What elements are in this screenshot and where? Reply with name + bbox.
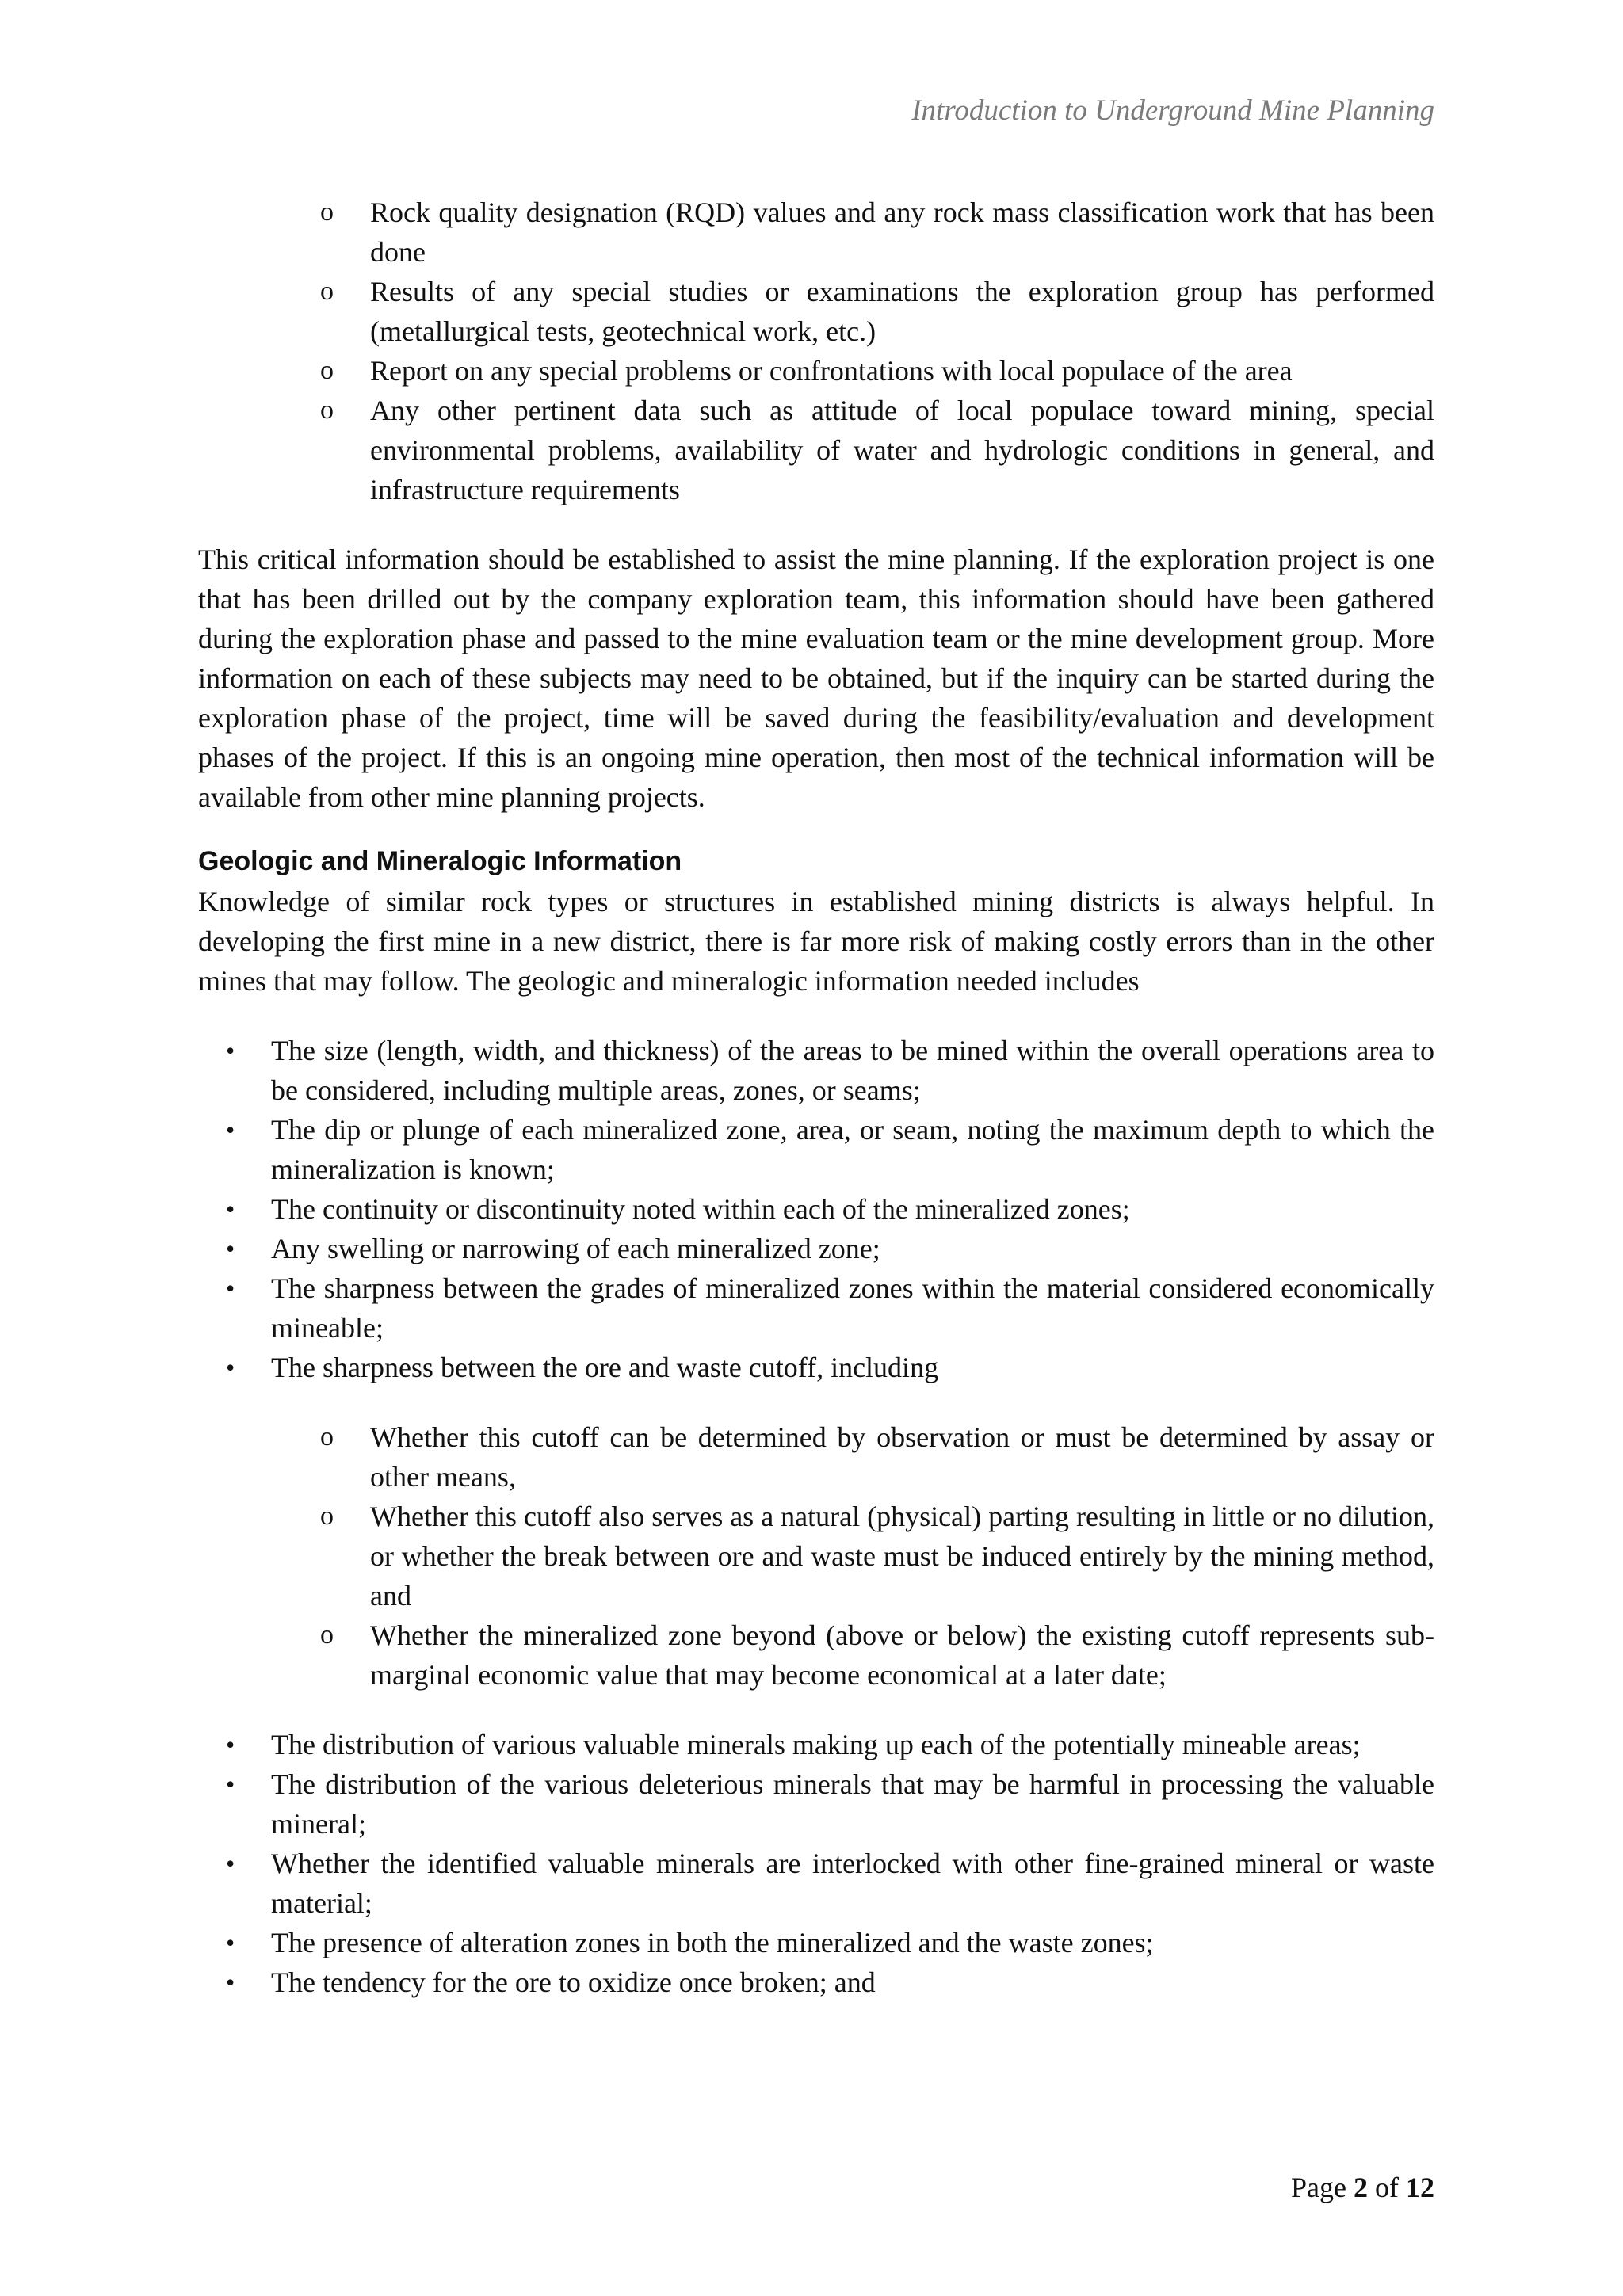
bullet-icon: • bbox=[226, 1968, 235, 1997]
bullet-icon: • bbox=[226, 1274, 235, 1302]
list-item-text: The size (length, width, and thickness) of the areas to be mined within the overall operations area to be considered, including multiple areas, zones, or seams; bbox=[271, 1035, 1434, 1106]
cutoff-sublist bbox=[198, 1417, 1434, 1695]
list-item bbox=[226, 1844, 1434, 1923]
running-header: Introduction to Underground Mine Planning bbox=[911, 94, 1434, 127]
list-item bbox=[226, 1962, 1434, 2002]
bullet-icon: • bbox=[226, 1353, 235, 1382]
footer-page-number: 2 bbox=[1354, 2172, 1368, 2203]
bullet-icon: • bbox=[226, 1770, 235, 1798]
top-sublist bbox=[198, 193, 1434, 509]
list-item bbox=[226, 1110, 1434, 1189]
bullet-icon: • bbox=[226, 1849, 235, 1878]
geologic-bullet-list bbox=[198, 1031, 1434, 1387]
circle-bullet-icon: o bbox=[320, 1422, 334, 1451]
list-item bbox=[226, 1031, 1434, 1110]
list-item bbox=[226, 1725, 1434, 1764]
list-item bbox=[226, 1764, 1434, 1844]
list-item bbox=[320, 272, 1434, 351]
list-item-text: Report on any special problems or confrontations with local populace of the area bbox=[370, 355, 1293, 387]
circle-bullet-icon: o bbox=[320, 356, 334, 385]
list-item-text: The dip or plunge of each mineralized zone, area, or seam, noting the maximum depth to which the mineralization is known; bbox=[271, 1114, 1434, 1185]
section-paragraph: Knowledge of similar rock types or structures in established mining districts is always helpful. In developing the first mine in a new district, there is far more risk of making costly errors than in the other mines that may follow. The geologic and mineralogic information needed includes bbox=[198, 886, 1434, 997]
list-item bbox=[320, 1417, 1434, 1497]
circle-bullet-icon: o bbox=[320, 1620, 334, 1650]
bullet-icon: • bbox=[226, 1116, 235, 1144]
list-item-text: The sharpness between the ore and waste cutoff, including bbox=[271, 1352, 939, 1383]
list-item bbox=[226, 1229, 1434, 1268]
list-item-text: Whether this cutoff also serves as a natural (physical) parting resulting in little or no dilution, or whether the break between ore and waste must be induced entirely by the mining method, and bbox=[370, 1501, 1435, 1611]
list-item-text: The presence of alteration zones in both the mineralized and the waste zones; bbox=[271, 1927, 1154, 1958]
list-item bbox=[226, 1189, 1434, 1229]
circle-bullet-icon: o bbox=[320, 197, 334, 227]
footer-of-word: of bbox=[1375, 2172, 1399, 2203]
list-item-text: Any other pertinent data such as attitude of local populace toward mining, special environmental problems, availability of water and hydrologic conditions in general, and infrastructure requirements bbox=[370, 395, 1434, 505]
list-item-text: Whether this cutoff can be determined by observation or must be determined by assay or other means, bbox=[370, 1421, 1434, 1493]
geologic-bullet-list-continued bbox=[198, 1725, 1434, 2002]
footer-total-pages: 12 bbox=[1406, 2172, 1434, 2203]
list-item-text: The tendency for the ore to oxidize once broken; and bbox=[271, 1966, 876, 1998]
bullet-icon: • bbox=[226, 1234, 235, 1263]
list-item-text: Any swelling or narrowing of each mineralized zone; bbox=[271, 1233, 880, 1264]
page-footer bbox=[1291, 2171, 1434, 2204]
list-item bbox=[320, 1497, 1435, 1615]
list-item-text: The continuity or discontinuity noted within each of the mineralized zones; bbox=[271, 1193, 1130, 1225]
intro-paragraph: This critical information should be established to assist the mine planning. If the exploration project is one that has been drilled out by the company exploration team, this information should have been gathered during the exploration phase and passed to the mine evaluation team or the mine development group. More information on each of these subjects may need to be obtained, but if the inquiry can be started during the exploration phase of the project, time will be saved during the feasibility/evaluation and development phases of the project. If this is an ongoing mine operation, then most of the technical information will be available from other mine planning projects. bbox=[198, 543, 1434, 813]
list-item-text: Whether the mineralized zone beyond (above or below) the existing cutoff represents sub-marginal economic value that may become economical at a later date; bbox=[370, 1619, 1434, 1691]
bullet-icon: • bbox=[226, 1730, 235, 1759]
list-item-text: Results of any special studies or examinations the exploration group has performed (metallurgical tests, geotechnical work, etc.) bbox=[370, 276, 1434, 347]
list-item-text: The sharpness between the grades of mineralized zones within the material considered economically mineable; bbox=[271, 1272, 1434, 1344]
circle-bullet-icon: o bbox=[320, 1501, 334, 1531]
list-item bbox=[226, 1268, 1434, 1348]
bullet-icon: • bbox=[226, 1036, 235, 1065]
bullet-icon: • bbox=[226, 1928, 235, 1957]
list-item-text: The distribution of the various deleterious minerals that may be harmful in processing the valuable mineral; bbox=[271, 1768, 1434, 1840]
list-item-text: Whether the identified valuable minerals are interlocked with other fine-grained mineral or waste material; bbox=[271, 1848, 1434, 1919]
page-content bbox=[198, 193, 1434, 2002]
section-heading: Geologic and Mineralogic Information bbox=[198, 846, 682, 876]
circle-bullet-icon: o bbox=[320, 277, 334, 306]
list-item bbox=[226, 1348, 1434, 1387]
list-item bbox=[320, 1615, 1434, 1695]
list-item bbox=[320, 193, 1434, 272]
list-item-text: Rock quality designation (RQD) values and any rock mass classification work that has been done bbox=[370, 196, 1434, 268]
list-item bbox=[320, 391, 1434, 509]
list-item bbox=[226, 1923, 1434, 1962]
list-item-text: The distribution of various valuable minerals making up each of the potentially mineable areas; bbox=[271, 1729, 1361, 1760]
list-item bbox=[320, 351, 1434, 391]
circle-bullet-icon: o bbox=[320, 395, 334, 425]
footer-page-word: Page bbox=[1291, 2172, 1346, 2203]
bullet-icon: • bbox=[226, 1195, 235, 1223]
